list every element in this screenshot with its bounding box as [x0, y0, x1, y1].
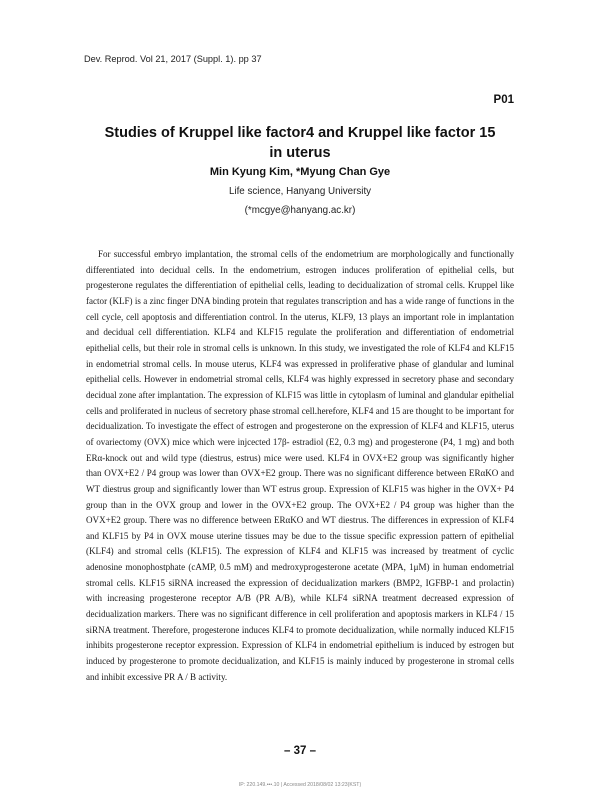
abstract-body: For successful embryo implantation, the stromal cells of the endometrium are morphologically and functionally differentiated into decidual cells. In the endometrium, estrogen induces proliferation of epithelial cells, but progesterone regulates the differentiation of epithelial cells, leading to decidualization of stromal cells. Kruppel like factor (KLF) is a zinc finger DNA binding protein that regulates transcription and has a wide range of functions in the cell cycle, cell apoptosis and differentiation control. In the uterus, KLF9, 13 plays an important role in implantation and decidual cell differentiation. KLF4 and KLF15 regulate the proliferation and differentiation of endometrial epithelial cells, but their role in stromal cells is unknown. In this study, we investigated the role of KLF4 and KLF15 in endometrial stromal cells. In mouse uterus, KLF4 was expressed in proliferative phase of glandular and luminal epithelial cells. However in endometrial stromal cells, KLF4 was highly expressed in secretory phase and secondary decidual zone after implantation. The expression of KLF15 was little in cytoplasm of luminal and glandular epithelial cells and proliferated in nucleus of secretory phase stromal cell.herefore, KLF4 and 15 are thought to be important for decidualization. To investigate the effect of estrogen and progesterone on the expression of KLF4 and KLF15, uterus of ovariectomy (OVX) mice which were injcected 17β- estradiol (E2, 0.3 mg) and progesterone (P4, 1 mg) and both ERα-knock out and wild type (diestrus, estrus) mice were used. KLF4 in OVX+E2 group was significantly higher than OVX+E2 / P4 group was lower than OVX+E2 group. There was no significant difference between ERαKO and WT diestrus group and significantly lower than WT estrus group. Expression of KLF15 was higher in the OVX+ P4 group than in the OVX group and lower in the OVX+E2 group. The OVX+E2 / P4 group was higher than the OVX+E2 group. There was no difference between ERαKO and WT diestrus. The differences in expression of KLF4 and KLF15 by P4 in OVX mouse uterine tissues may be due to the tissue specific expression pattern of epithelial (KLF4) and stromal cells (KLF15). The expression of KLF4 and KLF15 was increased by treatment of cyclic adenosine monophostphate (cAMP, 0.5 mM) and medroxyprogesterone acetate (MPA, 1μM) in human endometrial stromal cells. KLF15 siRNA increased the expression of decidualization markers (BMP2, IGFBP-1 and prolactin) with increasing progesterone receptor A/B (PR A/B), while KLF4 siRNA treatment decreased expression of decidualization markers. There was no significant difference in cell proliferation and apoptosis markers in KLF4 / 15 siRNA treatment. Therefore, progesterone induces KLF4 to promote decidualization, while normally induced KLF15 inhibits progesterone receptor expression. Expression of KLF4 in endometrial epithelium is induced by estrogen but induced by progesterone to promote decidualization, and KLF15 is mainly induced by progesterone in stromal cells and inhibit excessive PR A / B activity. [86, 249, 514, 682]
journal-header: Dev. Reprod. Vol 21, 2017 (Suppl. 1). pp 37 [84, 54, 262, 64]
paper-title: Studies of Kruppel like factor4 and Kruppel like factor 15 in uterus [104, 125, 496, 161]
affiliation: Life science, Hanyang University [228, 186, 372, 197]
access-footer: IP: 220.149.•••.10 | Accessed 2018/08/02 13:23(KST) [238, 782, 362, 788]
authors: Min Kyung Kim, *Myung Chan Gye [209, 166, 391, 178]
poster-code: P01 [493, 94, 514, 106]
page-number: – 37 – [284, 745, 316, 757]
author-email: (*mcgye@hanyang.ac.kr) [244, 205, 356, 216]
